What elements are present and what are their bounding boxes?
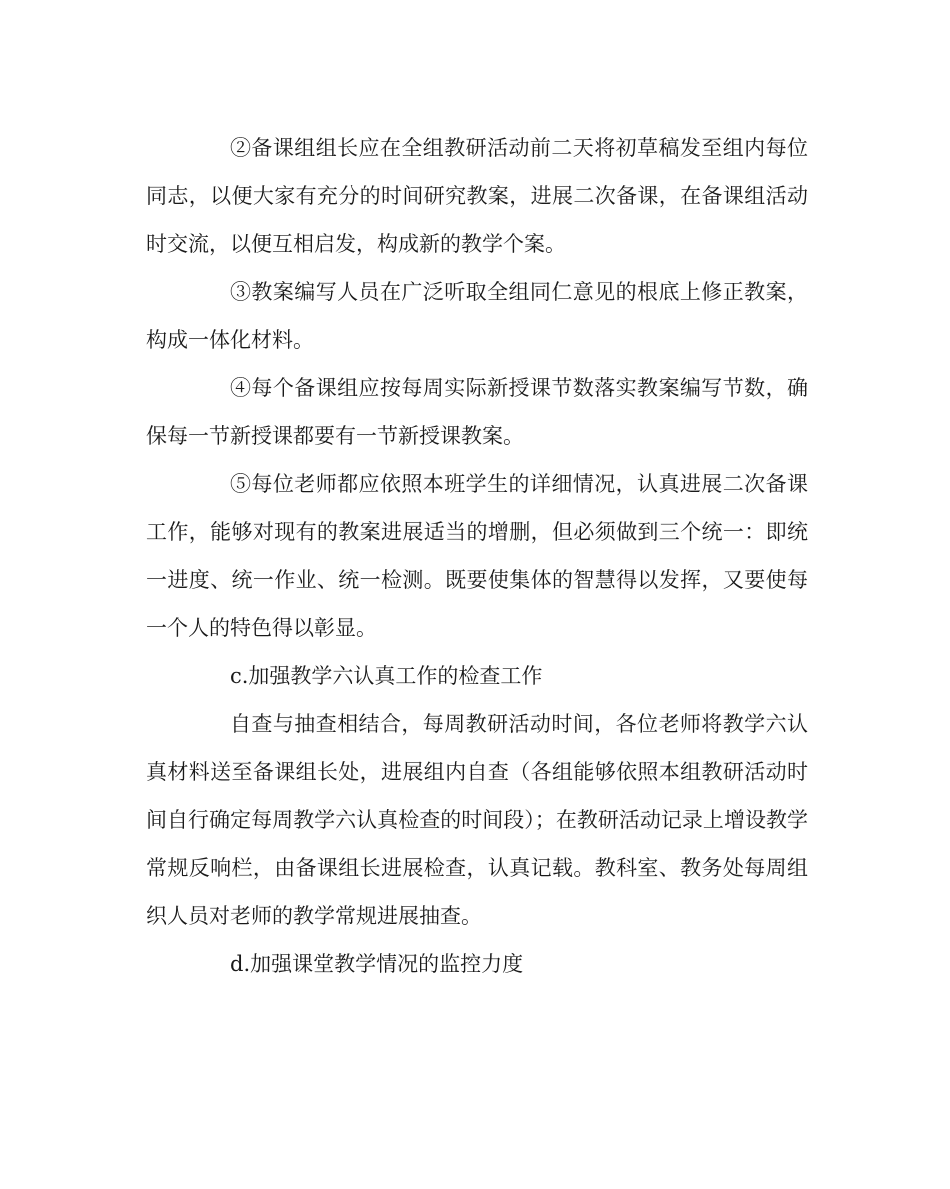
paragraph-item-4: ④每个备课组应按每周实际新授课节数落实教案编写节数，确保每一节新授课都要有一节新授课教案。 <box>146 376 808 448</box>
paragraph-item-3: ③教案编写人员在广泛听取全组同仁意见的根底上修正教案，构成一体化材料。 <box>146 280 808 352</box>
section-heading-d: d.加强课堂教学情况的监控力度 <box>230 952 524 976</box>
document-body <box>146 124 808 988</box>
paragraph-item-5: ⑤每位老师都应依照本班学生的详细情况，认真进展二次备课工作，能够对现有的教案进展适当的增删，但必须做到三个统一：即统一进度、统一作业、统一检测。既要使集体的智慧得以发挥，又要使每一个人的特色得以彰显。 <box>146 472 808 640</box>
paragraph-item-2: ②备课组组长应在全组教研活动前二天将初草稿发至组内每位同志，以便大家有充分的时间研究教案，进展二次备课，在备课组活动时交流，以便互相启发，构成新的教学个案。 <box>146 136 808 256</box>
paragraph-self-check: 自查与抽查相结合，每周教研活动时间，各位老师将教学六认真材料送至备课组长处，进展组内自查（各组能够依照本组教研活动时间自行确定每周教学六认真检查的时间段）；在教研活动记录上增设教学常规反响栏，由备课组长进展检查，认真记载。教科室、教务处每周组织人员对老师的教学常规进展抽查。 <box>146 712 808 928</box>
section-heading-c: c.加强教学六认真工作的检查工作 <box>230 664 543 688</box>
